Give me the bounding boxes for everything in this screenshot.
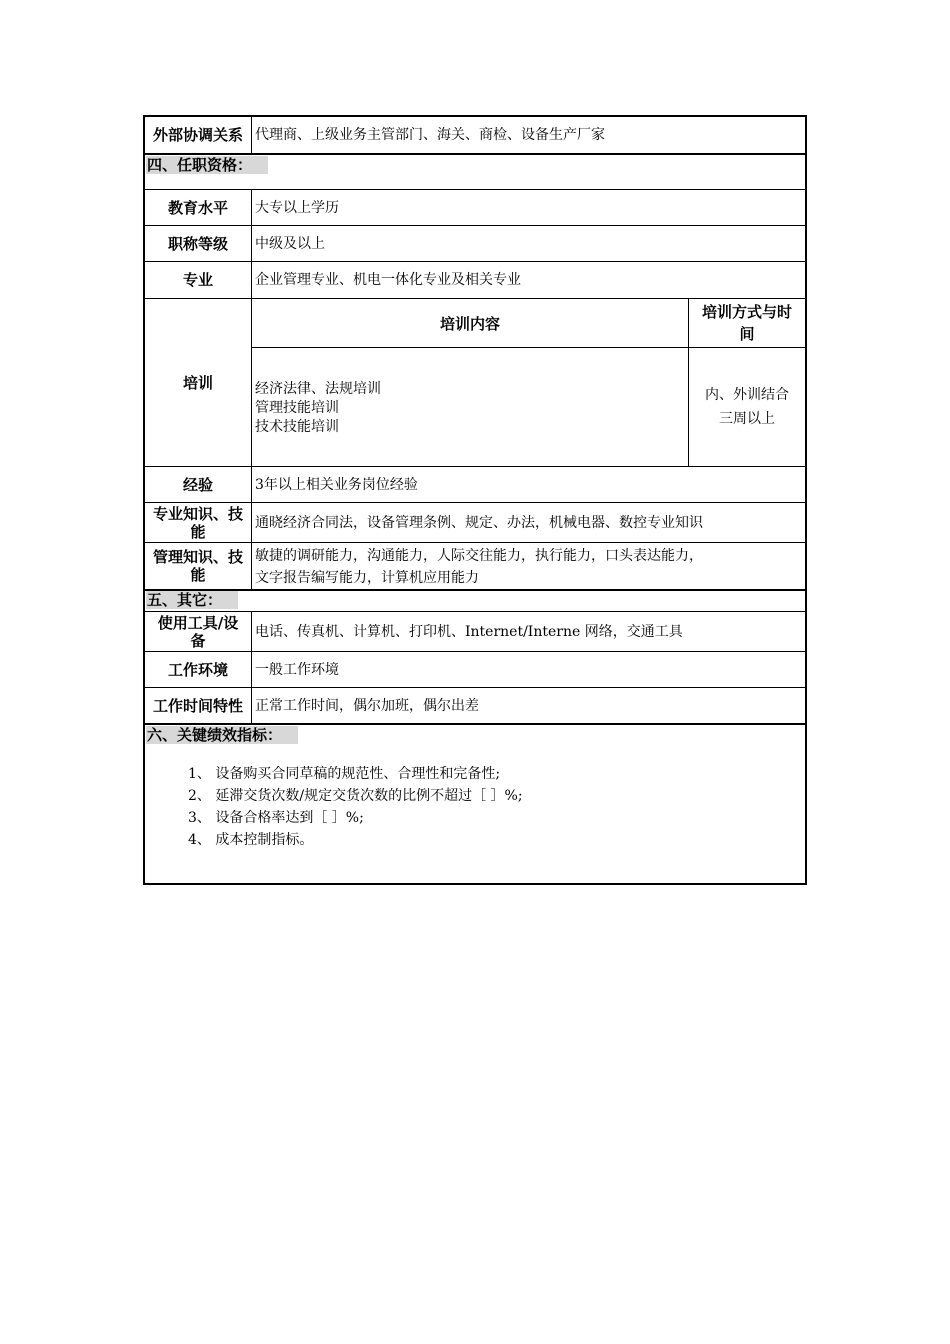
row-title-level xyxy=(145,225,805,261)
major-value: 企业管理专业、机电一体化专业及相关专业 xyxy=(251,262,805,298)
training-header xyxy=(251,299,805,347)
external-relations-value: 代理商、上级业务主管部门、海关、商检、设备生产厂家 xyxy=(251,117,805,153)
training-item: 技术技能培训 xyxy=(255,419,339,435)
work-time-value: 正常工作时间，偶尔加班，偶尔出差 xyxy=(251,688,805,723)
training-item: 经济法律、法规培训 xyxy=(255,381,381,397)
section-qualifications xyxy=(145,153,805,189)
row-external-relations xyxy=(145,117,805,153)
section-other xyxy=(145,589,805,611)
training-item: 管理技能培训 xyxy=(255,400,339,416)
professional-skills-value: 通晓经济合同法，设备管理条例、规定、办法，机械电器、数控专业知识 xyxy=(251,503,805,542)
row-environment xyxy=(145,651,805,687)
education-value: 大专以上学历 xyxy=(251,190,805,225)
row-major xyxy=(145,261,805,298)
management-skills-line: 文字报告编写能力，计算机应用能力 xyxy=(255,570,479,586)
training-body xyxy=(251,347,805,466)
row-education xyxy=(145,189,805,225)
kpi-item: 3、 设备合格率达到［ ］%; xyxy=(188,810,364,826)
training-content-list xyxy=(255,380,381,437)
title-level-value: 中级及以上 xyxy=(251,226,805,261)
experience-value: 3年以上相关业务岗位经验 xyxy=(251,467,805,502)
management-skills-line: 敏捷的调研能力，沟通能力，人际交往能力，执行能力，口头表达能力， xyxy=(255,548,703,564)
education-label: 教育水平 xyxy=(167,198,228,217)
major-label: 专业 xyxy=(182,271,213,289)
row-professional-skills xyxy=(145,502,805,542)
external-relations-label: 外部协调关系 xyxy=(152,126,243,144)
kpi-item: 1、 设备购买合同草稿的规范性、合理性和完备性; xyxy=(188,766,501,782)
section-qualifications-title: 四、任职资格： xyxy=(146,156,268,174)
title-level-label: 职称等级 xyxy=(167,234,228,253)
section-other-title: 五、其它： xyxy=(146,591,238,609)
training-method-header xyxy=(688,299,805,347)
training-method xyxy=(688,348,805,466)
work-time-label: 工作时间特性 xyxy=(152,696,243,715)
row-tools xyxy=(145,611,805,651)
job-description-table xyxy=(143,115,807,885)
management-skills-label: 管理知识、技 能 xyxy=(152,548,243,584)
training-method-header-text: 培训方式与时 间 xyxy=(701,303,792,343)
row-work-time xyxy=(145,687,805,723)
environment-value: 一般工作环境 xyxy=(251,652,805,687)
section-kpi xyxy=(145,723,805,883)
tools-label: 使用工具/设 备 xyxy=(157,613,239,650)
management-skills-value xyxy=(251,543,805,589)
row-training xyxy=(145,298,805,466)
tools-value: 电话、传真机、计算机、打印机、Internet/Interne 网络，交通工具 xyxy=(251,612,805,651)
kpi-item: 2、 延滞交货次数/规定交货次数的比例不超过［ ］%; xyxy=(188,788,523,804)
environment-label: 工作环境 xyxy=(167,660,228,679)
training-content-header: 培训内容 xyxy=(439,314,500,333)
row-management-skills xyxy=(145,542,805,589)
training-method-text: 内、外训结合 三周以上 xyxy=(705,387,789,427)
kpi-list xyxy=(188,763,523,851)
section-kpi-title: 六、关键绩效指标： xyxy=(146,726,298,744)
professional-skills-label: 专业知识、技 能 xyxy=(152,504,243,541)
training-label: 培训 xyxy=(182,373,213,392)
kpi-item: 4、 成本控制指标。 xyxy=(188,832,314,848)
row-experience xyxy=(145,466,805,502)
experience-label: 经验 xyxy=(182,475,213,494)
